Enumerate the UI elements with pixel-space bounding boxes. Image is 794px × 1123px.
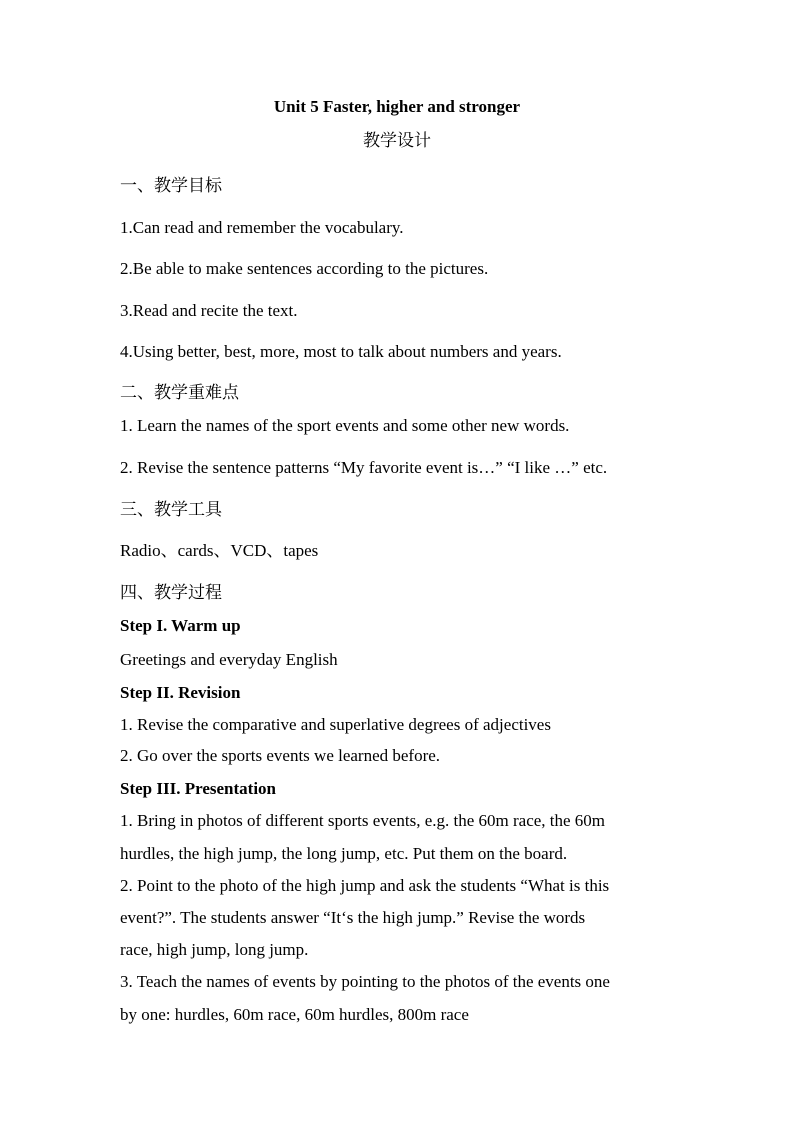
section-heading-objectives: 一、教学目标 — [120, 176, 222, 196]
presentation-line: 1. Bring in photos of different sports events, e.g. the 60m race, the 60m — [120, 811, 606, 830]
objective-item: 4.Using better, best, more, most to talk about numbers and years. — [120, 342, 562, 361]
objective-item: 3.Read and recite the text. — [120, 301, 298, 320]
tools-text: Radio、cards、VCD、tapes — [120, 541, 319, 560]
step-title-revision: Step II. Revision — [120, 683, 241, 702]
revision-item: 1. Revise the comparative and superlative degrees of adjectives — [120, 715, 551, 734]
presentation-line: by one: hurdles, 60m race, 60m hurdles, 800m race — [120, 1005, 469, 1024]
presentation-line: race, high jump, long jump. — [120, 940, 309, 959]
section-heading-key-points: 二、教学重难点 — [120, 383, 239, 403]
step-title-presentation: Step III. Presentation — [120, 779, 276, 798]
key-point-item: 2. Revise the sentence patterns “My favorite event is…” “I like …” etc. — [120, 458, 608, 477]
presentation-line: hurdles, the high jump, the long jump, etc. Put them on the board. — [120, 844, 568, 863]
revision-item: 2. Go over the sports events we learned before. — [120, 746, 441, 765]
section-heading-process: 四、教学过程 — [120, 583, 222, 603]
presentation-line: 2. Point to the photo of the high jump and ask the students “What is this — [120, 876, 610, 895]
key-point-item: 1. Learn the names of the sport events and some other new words. — [120, 416, 570, 435]
objective-item: 2.Be able to make sentences according to the pictures. — [120, 259, 489, 278]
presentation-line: 3. Teach the names of events by pointing to the photos of the events one — [120, 972, 610, 991]
step-text: Greetings and everyday English — [120, 650, 338, 669]
step-title-warm-up: Step I. Warm up — [120, 616, 241, 635]
document-title: Unit 5 Faster, higher and stronger — [273, 97, 521, 116]
objective-item: 1.Can read and remember the vocabulary. — [120, 218, 404, 237]
presentation-line: event?”. The students answer “It‘s the high jump.” Revise the words — [120, 908, 586, 927]
section-heading-tools: 三、教学工具 — [120, 500, 222, 520]
document-subtitle: 教学设计 — [363, 131, 431, 151]
